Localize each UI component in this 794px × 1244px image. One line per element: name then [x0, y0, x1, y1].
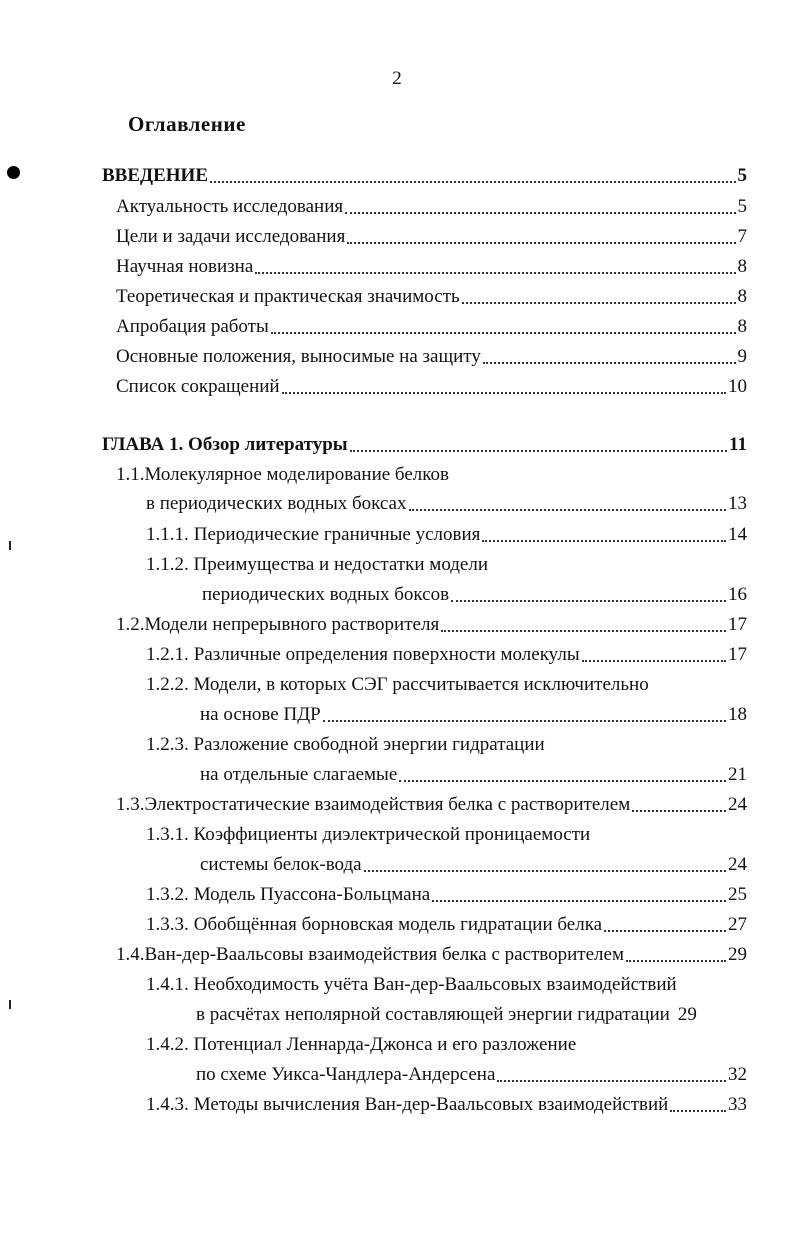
page-title: Оглавление — [128, 112, 246, 136]
toc-label: в расчётах неполярной составляющей энергии гидратации — [196, 1004, 670, 1025]
toc-label: на отдельные слагаемые — [200, 764, 398, 785]
toc-entry-1-2-1[interactable] — [146, 643, 747, 667]
leader-dots — [323, 719, 726, 722]
toc-page: 14 — [728, 524, 747, 545]
toc-entry-1-4-2[interactable] — [196, 1063, 747, 1087]
toc-entry-1-4-1[interactable] — [196, 1003, 747, 1027]
toc-number: 1.3.2. — [146, 884, 189, 905]
toc-label: Апробация работы — [116, 316, 269, 337]
toc-entry-1-2[interactable] — [116, 613, 747, 637]
toc-entry-1-1-2-heading[interactable] — [146, 553, 488, 577]
toc-label: по схеме Уикса-Чандлера-Андерсена — [196, 1064, 496, 1085]
leader-dots — [626, 959, 726, 962]
toc-entry-1-2-2[interactable] — [200, 703, 747, 727]
toc-label: Основные положения, выносимые на защиту — [116, 346, 481, 367]
toc-entry-1-1-heading[interactable] — [116, 463, 449, 487]
toc-number: 1.4.1. — [146, 974, 189, 995]
leader-dots — [582, 659, 726, 662]
toc-page: 21 — [728, 764, 747, 785]
toc-number: 1.4. — [116, 944, 145, 965]
toc-page: 13 — [728, 493, 747, 514]
toc-entry-1-3[interactable] — [116, 793, 747, 817]
toc-page: 17 — [728, 644, 747, 665]
toc-number: 1.1. — [116, 464, 145, 485]
leader-dots — [441, 629, 726, 632]
toc-label-line1: Разложение свободной энергии гидратации — [193, 734, 545, 755]
toc-label: Различные определения поверхности молекулы — [193, 644, 580, 665]
toc-number: 1.1.2. — [146, 554, 189, 575]
toc-label-line1: Коэффициенты диэлектрической проницаемости — [193, 824, 591, 845]
toc-entry-1-2-3[interactable] — [200, 763, 747, 787]
margin-mark — [9, 1000, 11, 1009]
toc-number: 1.2.2. — [146, 674, 189, 695]
leader-dots — [409, 508, 727, 511]
toc-label: в периодических водных боксах — [146, 493, 407, 514]
toc-page: 25 — [728, 884, 747, 905]
toc-label-line1: Молекулярное моделирование белков — [144, 464, 449, 485]
toc-number: 1.3. — [116, 794, 145, 815]
toc-label: Периодические граничные условия — [193, 524, 481, 545]
toc-entry-1-2-3-heading[interactable] — [146, 733, 545, 757]
toc-label: Обобщённая борновская модель гидратации белка — [193, 914, 603, 935]
toc-label: Цели и задачи исследования — [116, 226, 346, 247]
toc-entry-chapter-1[interactable] — [102, 433, 747, 457]
leader-dots — [347, 241, 735, 244]
toc-entry-relevance[interactable] — [116, 195, 747, 219]
toc-number: 1.4.2. — [146, 1034, 189, 1055]
toc-label: Ван-дер-Ваальсовы взаимодействия белка с растворителем — [144, 944, 624, 965]
leader-dots — [497, 1079, 726, 1082]
toc-entry-approbation[interactable] — [116, 315, 747, 339]
toc-label: на основе ПДР — [200, 704, 321, 725]
toc-page: 8 — [737, 256, 747, 277]
toc-page: 8 — [737, 316, 747, 337]
toc-page: 16 — [728, 584, 747, 605]
toc-label: периодических водных боксов — [202, 584, 450, 605]
toc-entry-novelty[interactable] — [116, 255, 747, 279]
toc-page: 33 — [728, 1094, 747, 1115]
leader-dots — [482, 539, 726, 542]
toc-label: системы белок-вода — [200, 854, 362, 875]
toc-page: 10 — [728, 376, 747, 397]
toc-label-line1: Преимущества и недостатки модели — [193, 554, 489, 575]
toc-entry-1-1-1[interactable] — [146, 523, 747, 547]
margin-bullet — [7, 166, 20, 179]
toc-label: Методы вычисления Ван-дер-Ваальсовых взаимодействий — [193, 1094, 669, 1115]
leader-dots — [282, 391, 726, 394]
toc-entry-significance[interactable] — [116, 285, 747, 309]
toc-number: 1.2.3. — [146, 734, 189, 755]
toc-label: Актуальность исследования — [116, 196, 344, 217]
toc-label: Модель Пуассона-Больцмана — [193, 884, 431, 905]
leader-dots — [604, 929, 726, 932]
toc-entry-1-4-1-heading[interactable] — [146, 973, 677, 997]
leader-dots — [462, 301, 736, 304]
toc-label: Теоретическая и практическая значимость — [116, 286, 460, 307]
toc-entry-1-3-1[interactable] — [200, 853, 747, 877]
leader-dots — [432, 899, 726, 902]
leader-dots — [451, 599, 726, 602]
leader-dots — [350, 449, 727, 452]
toc-label-line1: Потенциал Леннарда-Джонса и его разложение — [193, 1034, 577, 1055]
toc-number: 1.3.1. — [146, 824, 189, 845]
leader-dots — [670, 1109, 726, 1112]
toc-entry-1-4-2-heading[interactable] — [146, 1033, 576, 1057]
toc-entry-1-3-1-heading[interactable] — [146, 823, 590, 847]
toc-label: Научная новизна — [116, 256, 254, 277]
leader-dots — [632, 809, 726, 812]
leader-dots — [210, 180, 736, 183]
toc-page: 7 — [737, 226, 747, 247]
toc-page: 5 — [737, 196, 747, 217]
toc-label: ВВЕДЕНИЕ — [102, 165, 208, 186]
toc-page: 24 — [728, 794, 747, 815]
toc-number: 1.2.1. — [146, 644, 189, 665]
toc-page: 11 — [729, 434, 747, 455]
toc-entry-1-1-2[interactable] — [202, 583, 747, 607]
toc-label: Электростатические взаимодействия белка с растворителем — [144, 794, 631, 815]
leader-dots — [399, 779, 726, 782]
toc-page: 29 — [728, 944, 747, 965]
leader-dots — [255, 271, 735, 274]
toc-number: 1.3.3. — [146, 914, 189, 935]
toc-page: 5 — [737, 165, 747, 186]
toc-entry-1-4[interactable] — [116, 943, 747, 967]
toc-number: 1.2. — [116, 614, 145, 635]
toc-label: ГЛАВА 1. Обзор литературы — [102, 434, 348, 455]
toc-entry-theses[interactable] — [116, 345, 747, 369]
toc-entry-1-3-3[interactable] — [146, 913, 747, 937]
toc-page: 9 — [737, 346, 747, 367]
toc-number: 1.4.3. — [146, 1094, 189, 1115]
toc-page: 29 — [677, 1004, 697, 1025]
page-number: 2 — [392, 68, 402, 89]
toc-page: 32 — [728, 1064, 747, 1085]
toc-entry-1-4-3[interactable] — [146, 1093, 747, 1117]
toc-label: Модели непрерывного растворителя — [144, 614, 440, 635]
leader-dots — [345, 211, 735, 214]
toc-entry-1-1[interactable] — [146, 492, 747, 516]
toc-label: Список сокращений — [116, 376, 280, 397]
toc-label-line1: Необходимость учёта Ван-дер-Ваальсовых взаимодействий — [193, 974, 677, 995]
toc-page: 27 — [728, 914, 747, 935]
toc-entry-goals[interactable] — [116, 225, 747, 249]
leader-dots — [483, 361, 736, 364]
leader-dots — [364, 869, 726, 872]
toc-page: 17 — [728, 614, 747, 635]
leader-dots — [271, 331, 736, 334]
toc-entry-1-2-2-heading[interactable] — [146, 673, 649, 697]
toc-label-line1: Модели, в которых СЭГ рассчитывается исключительно — [193, 674, 649, 695]
toc-page: 8 — [737, 286, 747, 307]
toc-number: 1.1.1. — [146, 524, 189, 545]
toc-entry-abbreviations[interactable] — [116, 375, 747, 399]
toc-page: 24 — [728, 854, 747, 875]
toc-entry-1-3-2[interactable] — [146, 883, 747, 907]
toc-page: 18 — [728, 704, 747, 725]
margin-mark — [9, 541, 11, 550]
toc-entry-intro[interactable] — [102, 164, 747, 188]
